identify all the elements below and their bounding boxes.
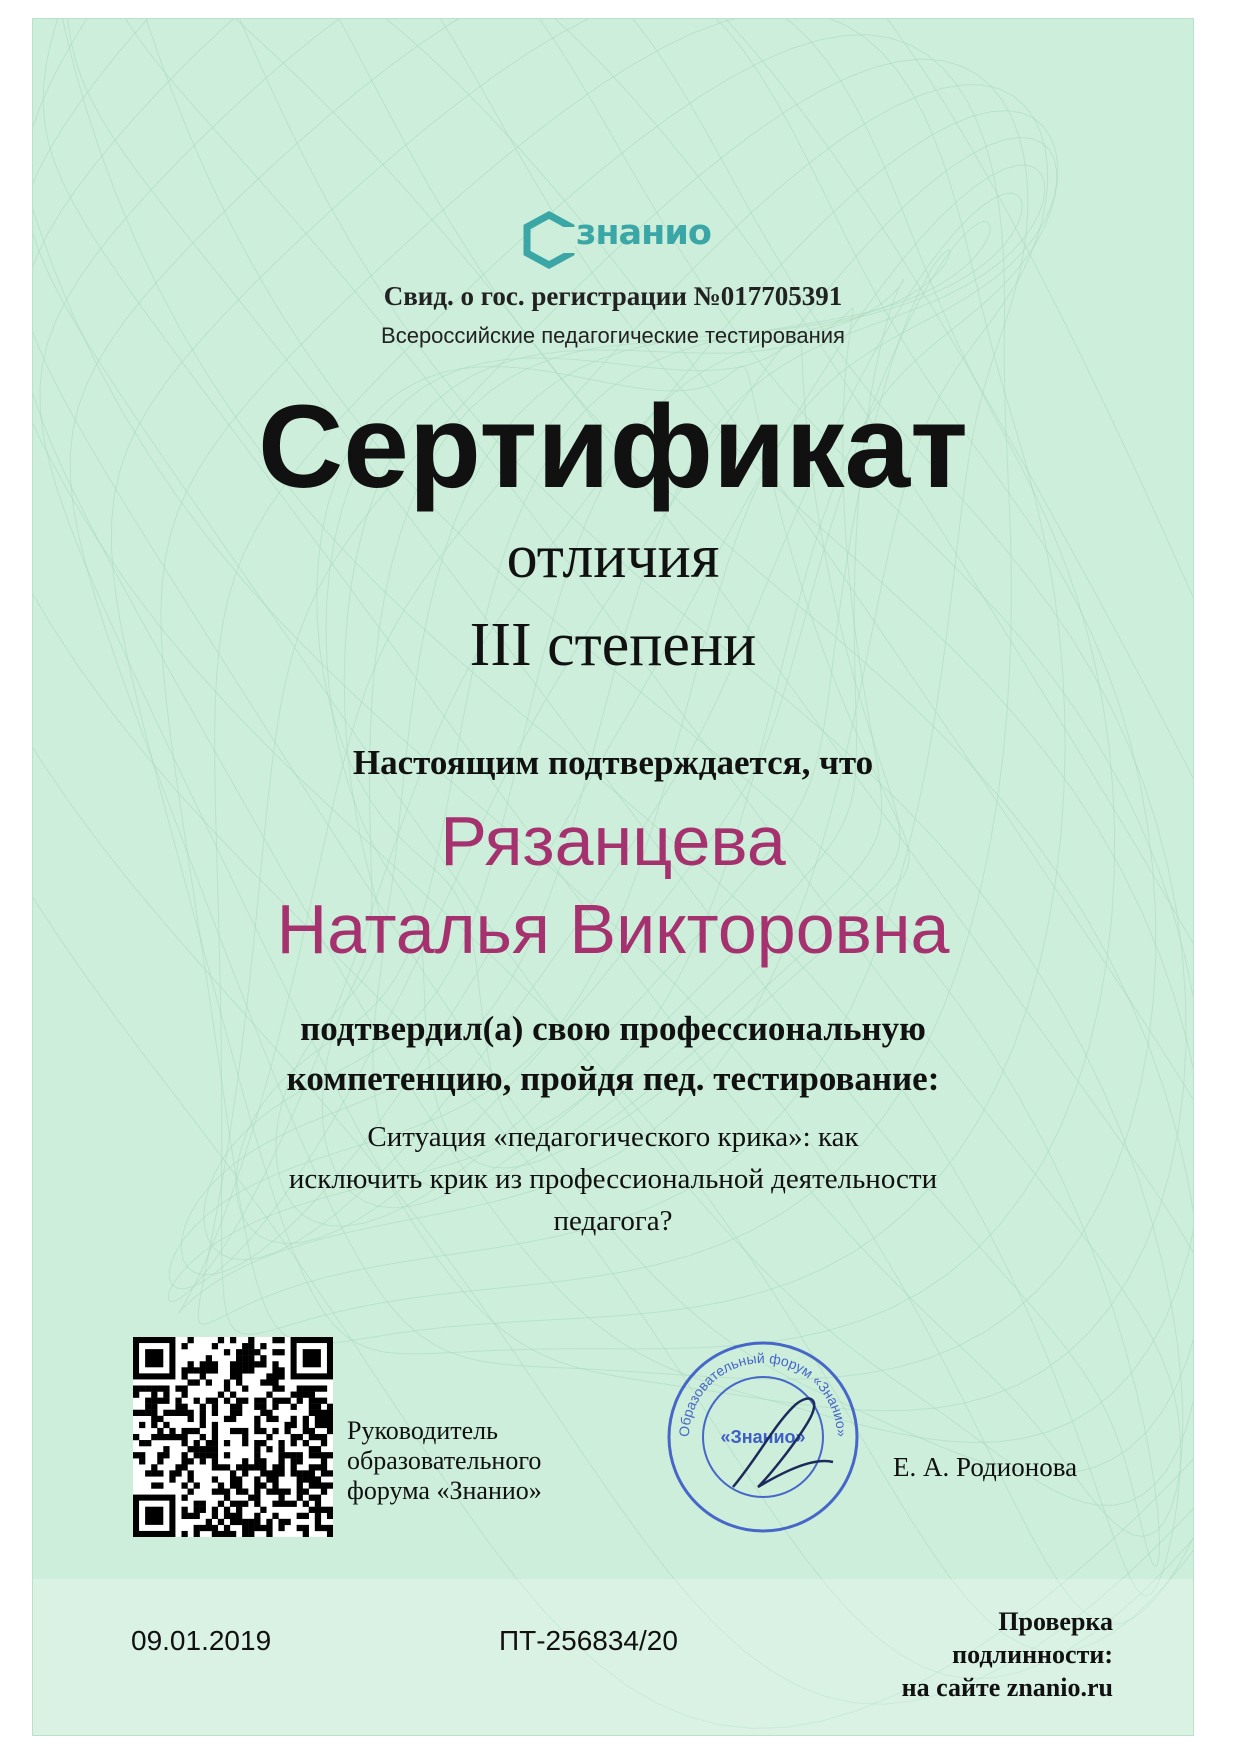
topic-line: Ситуация «педагогического крика»: как	[367, 1121, 859, 1153]
verification-note	[803, 1605, 1113, 1704]
topic-line: исключить крик из профессиональной деятельности	[288, 1163, 938, 1195]
znanio-logo	[519, 209, 739, 273]
header-subtitle: Всероссийские педагогические тестирования	[381, 323, 845, 348]
role-line: форума «Знанио»	[347, 1476, 542, 1505]
certificate-title: Сертификат	[258, 381, 968, 513]
stamp-center-text: «Знанио»	[720, 1427, 806, 1447]
registration-number: Свид. о гос. регистрации №017705391	[383, 281, 843, 311]
seal-stamp	[663, 1337, 863, 1537]
test-topic	[33, 1116, 1193, 1242]
verify-line: Проверка	[998, 1607, 1113, 1636]
logo-text: знанио	[576, 213, 711, 253]
role-line: образовательного	[347, 1446, 542, 1475]
distinction-degree: III степени	[469, 611, 757, 679]
competence-line1: подтвердил(а) свою профессиональную	[300, 1009, 926, 1048]
recipient-surname: Рязанцева	[440, 802, 786, 880]
znanio-logo-icon	[519, 209, 579, 273]
topic-line: педагога?	[553, 1205, 673, 1237]
distinction-line1: отличия	[506, 523, 720, 591]
competence-line2: компетенцию, пройдя пед. тестирование:	[286, 1059, 940, 1098]
recipient-given-names: Наталья Викторовна	[276, 890, 950, 968]
role-line: Руководитель	[347, 1416, 498, 1445]
stamp-ring-text: Образовательный форум «Знанио»	[675, 1349, 851, 1438]
signer-name: Е. А. Родионова	[893, 1452, 1078, 1482]
issue-date: 09.01.2019	[131, 1625, 272, 1656]
confirm-text: Настоящим подтверждается, что	[352, 743, 874, 782]
qr-code[interactable]	[133, 1337, 333, 1537]
certificate-paper	[32, 18, 1194, 1736]
verify-line[interactable]: на сайте znanio.ru	[901, 1673, 1113, 1702]
verify-line: подлинности:	[952, 1640, 1113, 1669]
signer-role	[347, 1416, 542, 1506]
certificate-number: ПТ-256834/20	[499, 1625, 678, 1656]
